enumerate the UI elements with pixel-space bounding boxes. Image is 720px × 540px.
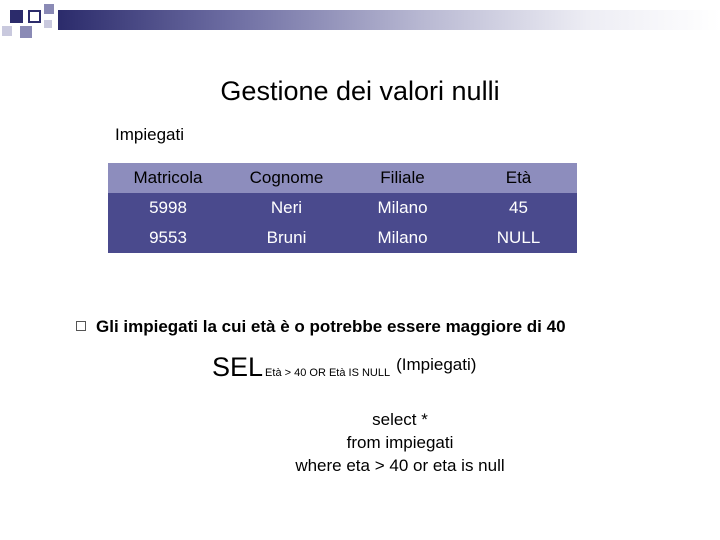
table-cell: 9553 [149,228,187,247]
decor-square-light [2,26,12,36]
table-row [108,223,577,253]
header-cell: Filiale [380,168,425,187]
sql-line: where eta > 40 or eta is null [295,456,505,475]
header-cell: Età [505,168,532,187]
table-cell: Milano [377,228,428,247]
table-cell: Milano [377,198,428,217]
table-cell: 45 [509,198,528,217]
selection-operator: SEL [212,352,264,382]
decor-square-dark [10,10,23,23]
table-caption: Impiegati [115,125,184,144]
table-cell: Bruni [266,228,307,247]
decor-gradient-bar [58,10,720,30]
decor-square-light-2 [44,20,52,28]
decor-square-outline [28,10,41,23]
header-cell: Cognome [249,168,324,187]
square-bullet-icon [76,321,86,331]
table-cell: Neri [270,198,303,217]
table-cell: 5998 [149,198,187,217]
table-row [108,193,577,223]
decor-square-mid [44,4,54,14]
table-cell: NULL [496,228,541,247]
sql-query [0,408,720,477]
sql-line: from impiegati [346,433,454,452]
slide-title: Gestione dei valori nulli [220,76,500,106]
impiegati-table [108,163,577,253]
selection-expression [212,352,476,383]
selection-condition: Età > 40 OR Età IS NULL [265,367,391,379]
table-header-row [108,163,577,193]
decor-square-mid-2 [20,26,32,38]
header-cell: Matricola [133,168,203,187]
bullet-text: Gli impiegati la cui età è o potrebbe essere maggiore di 40 [96,317,566,336]
selection-argument: (Impiegati) [396,355,477,374]
sql-line: select * [372,410,428,429]
